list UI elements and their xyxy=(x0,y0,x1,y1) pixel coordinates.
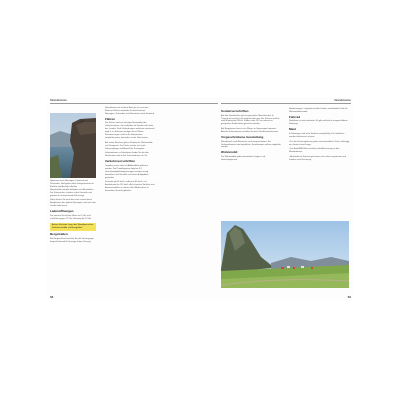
heading-sondervorschriften: Sonderverschriften xyxy=(221,109,249,113)
left-page xyxy=(47,97,221,301)
heading-maut: Maut xyxy=(289,127,296,132)
left-page-number: 68 xyxy=(50,295,54,299)
heading-ladenoeffnungen: Ladenöffnungen xyxy=(50,209,74,214)
heading-verkehrsvorschriften: Verkehrsvorschriften xyxy=(105,159,136,164)
heading-bergstrassen: Bergstraßen xyxy=(50,232,68,237)
right-header-rule xyxy=(221,103,351,104)
heading-vorgeschriebene-ausstattung: Vorgeschriebene Ausstattung xyxy=(221,135,264,140)
right-running-head: Skandinavien xyxy=(334,99,351,102)
heading-faehren: Fähren xyxy=(105,116,116,121)
heading-wohnmobil: Wohnmobil xyxy=(221,150,238,155)
right-col-2: Nordnorwegen, Lappland und die Lofoten sind beliebte Ziele für Wohnmobilreisende. Fahrrad Radfahren ist weit verbreitet. Es gibt zahlreiche ausgeschilderte Radwege. Maut In Norwegen sind viele Straßen mautpflichtig. Die Gebühren werden elektronisch erfasst. • Für die Fahrzeugklasse gelten unterschiedliche Tarife, abhängig von Gewicht und Länge. • Die AutoPASS-Box erleichtert die Abrechnung an den Mautstationen. • Ausländische Fahrzeuge können sich online registrieren und erhalten eine Rechnung. xyxy=(289,108,350,162)
fjord-cliff-photo xyxy=(50,113,96,178)
mountain-village-photo xyxy=(221,221,349,288)
left-header-rule xyxy=(50,103,218,104)
left-col-1: Spielraum nach Norwegen, Finnland und Schweden. Nachgehen bitte Gelegenheiten bei Einfahrt und Ausfahrt. Auf der Hauptverkehrsstraße befinden sich Mautstellen. Die Nutzung des Landes ist der Kontrolle und geboten für ausreichende Fahrzeuge. Dabei fahren Sie stets den auch ausreichend Bergbahnen des gebiets Norwegen und auch den Landschaftsrouten. Ladenöffnungen Die meisten Geschäfte öffnen um 9 Uhr und schließen gegen 17 Uhr, Samstag bis 14 Uhr. Achten Sie beim Lesen der Skandinavischen Verkehrsschilder auf Bussgelder! Bergstraßen Bei Bergstraßen beachten Sie die Vorrangregel, bergauf fahrende Fahrzeuge haben Vorrang. xyxy=(50,180,96,243)
heading-fahrrad: Fahrrad xyxy=(289,114,301,119)
right-col-1: Sonderverschriften Auf den Fjordstraßen gilt ein generelles Überholverbot. In Tunneln muss das Licht eingeschaltet sein. Bei Schnee und Eis sind Winterreifen Pflicht. Kinder unter 135 cm müssen in geeigneten Kindersitzen gesichert werden. Auf Bergpässen kann es im Winter zu Sperrungen kommen. Aktuelle Informationen erhalten Sie beim Straßenverkehrsamt. Vorgeschriebene Ausstattung Warndreieck und Warnweste sind vorgeschrieben. Ein Verbandskasten wird empfohlen. Ersatzlampen sollten mitgeführt werden. Wohnmobil Für Wohnmobile gelten besondere Längen- und Gewichtsgrenzen. xyxy=(221,109,281,161)
left-col-2: Skandinavien ist mit dem Auto gut zu erreichen. Mehrere Fähren verbinden Deutschland mit Norwegen, Schweden und Dänemark sowie Finnland. Fähren Die Fähren sind ein wichtiger Bestandteil des Verkehrsnetzes. Sie verbinden die Fjorde und Inseln des Landes. Viele Verbindungen verkehren mehrmals täglich, im Sommer häufiger als im Winter. Reservierungen sind für die Hauptrouten empfehlenswert, besonders in der Hochsaison. Auf vielen Strecken gibt es Rabatte für Wohnmobile und Gespanne. Die Preise richten sich nach Fahrzeuglänge und Anzahl der Passagiere. Informationen zu Fahrplänen finden Sie bei den Reedereien und in den Touristenbüros vor Ort. Verkehrsvorschriften Tagsüber muss stets mit Abblendlicht gefahren werden. Die Promillegrenze liegt bei 0,2. Geschwindigkeitsbegrenzungen werden streng kontrolliert und Verstöße mit hohen Bußgeldern geahndet. Innerorts gilt 50 km/h, außerorts 80 km/h, auf Autobahnen bis 110 km/h. Auf schmalen Straßen sind Ausweichstellen zu nutzen. Bei Wildwechsel ist besondere Vorsicht geboten. xyxy=(105,107,155,193)
right-page-number: 69 xyxy=(347,295,351,299)
left-running-head: Skandinavien xyxy=(50,99,67,102)
right-page xyxy=(221,97,353,301)
tip-box: Achten Sie beim Lesen der Skandinavischen Verkehrsschilder auf Bussgelder! xyxy=(50,223,96,232)
